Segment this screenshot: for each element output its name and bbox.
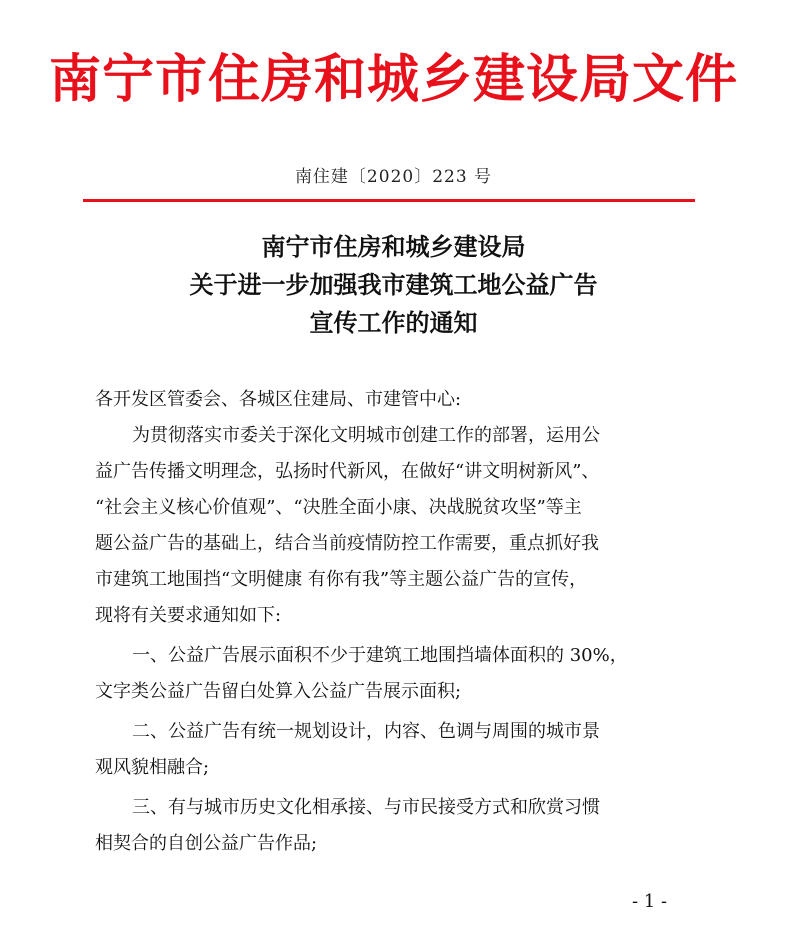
title-line-3: 宣传工作的通知 xyxy=(309,308,478,337)
paragraph-line: 观风貌相融合; xyxy=(95,757,210,778)
requirement-item-3 xyxy=(95,790,695,862)
paragraph-line: 市建筑工地围挡“文明健康 有你有我”等主题公益广告的宣传， xyxy=(95,569,588,590)
paragraph-line: 为贯彻落实市委关于深化文明城市创建工作的部署，运用公 xyxy=(132,425,600,446)
paragraph-line: 一、公益广告展示面积不少于建筑工地围挡墙体面积的 30%， xyxy=(132,645,628,666)
paragraph-line: 题公益广告的基础上，结合当前疫情防控工作需要，重点抓好我 xyxy=(95,533,599,554)
paragraph-line: 益广告传播文明理念，弘扬时代新风，在做好“讲文明树新风”、 xyxy=(95,461,600,482)
paragraph-line: “社会主义核心价值观”、“决胜全面小康、决战脱贫攻坚”等主 xyxy=(95,497,582,518)
paragraph-line: 三、有与城市历史文化相承接、与市民接受方式和欣赏习惯 xyxy=(132,797,600,818)
title-line-2: 关于进一步加强我市建筑工地公益广告 xyxy=(189,270,598,299)
page-number: - 1 - xyxy=(632,891,668,912)
paragraph-line: 文字类公益广告留白处算入公益广告展示面积; xyxy=(95,681,462,702)
document-body xyxy=(95,382,695,862)
document-title xyxy=(0,228,787,342)
paragraph-line: 二、公益广告有统一规划设计，内容、色调与周围的城市景 xyxy=(132,721,600,742)
paragraph-line: 相契合的自创公益广告作品; xyxy=(95,833,318,854)
requirement-item-2 xyxy=(95,714,695,786)
intro-paragraph xyxy=(95,418,695,634)
paragraph-line: 现将有关要求通知如下: xyxy=(95,605,282,626)
title-line-1: 南宁市住房和城乡建设局 xyxy=(261,232,526,261)
issuer-header: 南宁市住房和城乡建设局文件 xyxy=(48,49,738,110)
document-number: 南住建〔2020〕223 号 xyxy=(294,167,493,187)
requirement-item-1 xyxy=(95,638,695,710)
addressee-line: 各开发区管委会、各城区住建局、市建管中心: xyxy=(95,389,462,410)
red-divider-rule xyxy=(83,199,695,202)
